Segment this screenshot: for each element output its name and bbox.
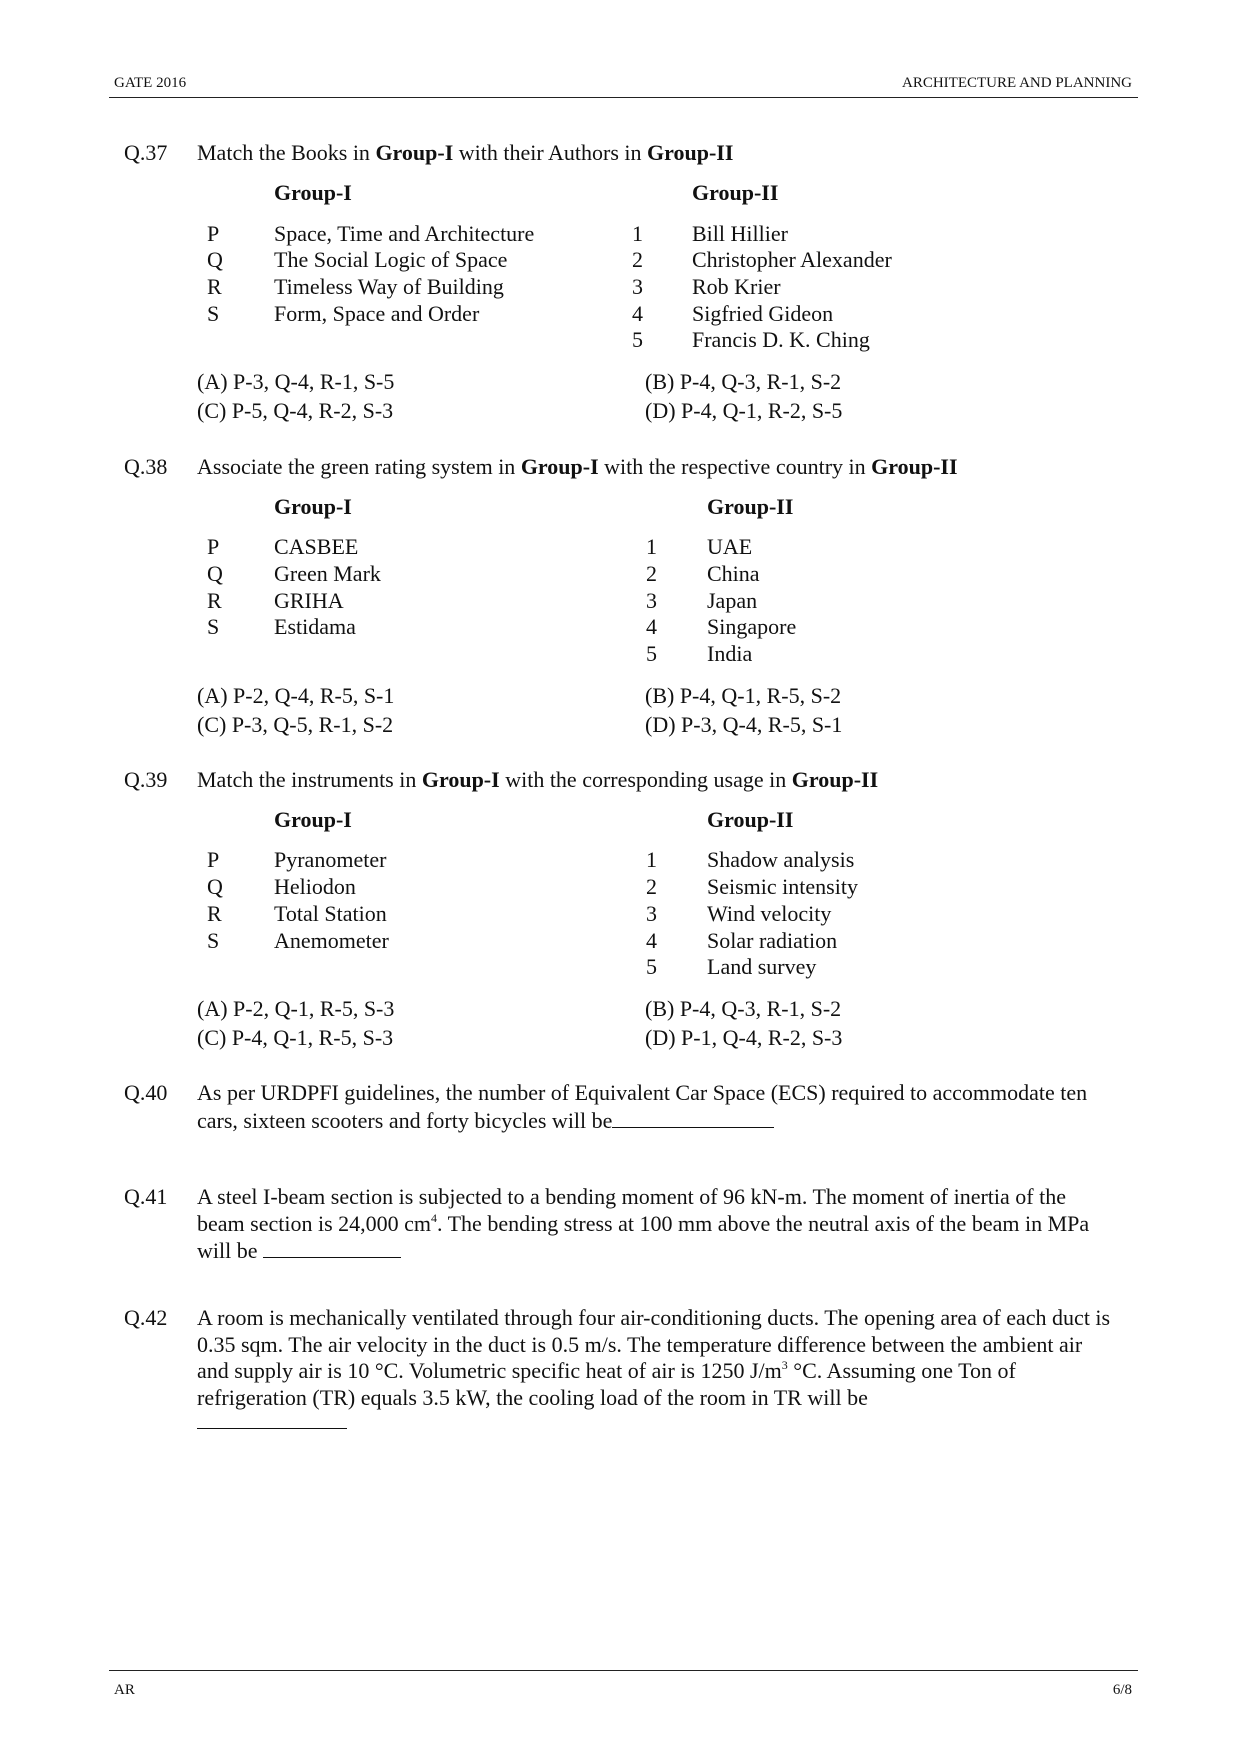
list-item-key: 1: [632, 221, 643, 246]
list-item-key: 1: [646, 534, 657, 559]
list-item: Anemometer: [274, 928, 389, 953]
answer-option-c[interactable]: (C) P-4, Q-1, R-5, S-3: [197, 1025, 394, 1050]
list-item-key: 1: [646, 847, 657, 872]
question-text: A room is mechanically ventilated through four air-conditioning ducts. The opening area of each duct is 0.35 sqm. The air velocity in the duct is 0.5 m/s. The temperature difference between the ambient air and supply air is 10 °C. Volumetric specific heat of air is 1250 $J/m^3$ °C. Assuming one Ton of refrigeration (TR) equals 3.5 kW, the cooling load of the room in TR will be: [197, 1305, 1111, 1410]
list-item: Shadow analysis: [707, 847, 855, 872]
question-number: Q.42: [124, 1305, 168, 1330]
list-item: China: [707, 561, 760, 586]
paper-subject: ARCHITECTURE AND PLANNING: [902, 75, 1132, 91]
list-item: Francis D. K. Ching: [692, 327, 870, 352]
list-item: Singapore: [707, 614, 797, 639]
list-item: Green Mark: [274, 561, 381, 586]
question-text: As per URDPFI guidelines, the number of Equivalent Car Space (ECS) required to accommodate ten cars, sixteen scooters and forty bicycles will be: [197, 1080, 1088, 1133]
answer-option-a[interactable]: (A) P-2, Q-4, R-5, S-1: [197, 683, 395, 708]
list-item: Solar radiation: [707, 928, 838, 953]
list-item-key: 4: [646, 928, 657, 953]
question-number: Q.38: [124, 454, 168, 479]
group-1-heading: Group-I: [274, 180, 352, 205]
list-item-key: 3: [646, 901, 657, 926]
answer-option-d[interactable]: (D) P-4, Q-1, R-2, S-5: [645, 398, 843, 423]
list-item: Japan: [707, 588, 758, 613]
list-item: CASBEE: [274, 534, 359, 559]
list-item-key: R: [207, 901, 222, 926]
list-item: Space, Time and Architecture: [274, 221, 535, 246]
answer-option-b[interactable]: (B) P-4, Q-3, R-1, S-2: [645, 996, 842, 1021]
answer-option-b[interactable]: (B) P-4, Q-3, R-1, S-2: [645, 369, 842, 394]
list-item: The Social Logic of Space: [274, 247, 508, 272]
question-text: A steel I-beam section is subjected to a bending moment of 96 kN-m. The moment of inertia of the beam section is 24,000 $cm^4$. The bending stress at 100 mm above the neutral axis of the beam in MPa will be: [197, 1184, 1101, 1263]
question-stem: Match the Books in Group-I with their Authors in Group-II: [197, 140, 734, 165]
list-item-key: S: [207, 928, 220, 953]
answer-option-d[interactable]: (D) P-3, Q-4, R-5, S-1: [645, 712, 843, 737]
page-header: [109, 75, 1138, 98]
list-item: Land survey: [707, 954, 817, 979]
question-number: Q.40: [124, 1080, 168, 1105]
question-stem: Match the instruments in Group-I with the corresponding usage in Group-II: [197, 767, 879, 792]
question-number: Q.41: [124, 1184, 168, 1209]
answer-option-a[interactable]: (A) P-2, Q-1, R-5, S-3: [197, 996, 395, 1021]
paper-code: AR: [114, 1682, 135, 1698]
list-item-key: Q: [207, 561, 223, 586]
list-item-key: Q: [207, 874, 223, 899]
list-item: Pyranometer: [274, 847, 387, 872]
list-item: Form, Space and Order: [274, 301, 480, 326]
list-item-key: 5: [646, 954, 657, 979]
list-item-key: 4: [646, 614, 657, 639]
list-item: Bill Hillier: [692, 221, 788, 246]
list-item-key: S: [207, 614, 220, 639]
list-item-key: 4: [632, 301, 643, 326]
list-item-key: 3: [646, 588, 657, 613]
list-item: Rob Krier: [692, 274, 781, 299]
list-item: Timeless Way of Building: [274, 274, 504, 299]
list-item: UAE: [707, 534, 753, 559]
list-item: Estidama: [274, 614, 356, 639]
question-stem: Associate the green rating system in Group-I with the respective country in Group-II: [197, 454, 958, 479]
list-item: Christopher Alexander: [692, 247, 892, 272]
answer-blank[interactable]: [263, 1237, 401, 1258]
answer-option-d[interactable]: (D) P-1, Q-4, R-2, S-3: [645, 1025, 843, 1050]
list-item-key: R: [207, 588, 222, 613]
list-item-key: 3: [632, 274, 643, 299]
answer-option-c[interactable]: (C) P-3, Q-5, R-1, S-2: [197, 712, 394, 737]
exam-title: GATE 2016: [114, 75, 187, 91]
list-item-key: 2: [646, 561, 657, 586]
list-item: Seismic intensity: [707, 874, 858, 899]
group-1-heading: Group-I: [274, 807, 352, 832]
list-item: Sigfried Gideon: [692, 301, 834, 326]
question-number: Q.39: [124, 767, 168, 792]
question-number: Q.37: [124, 140, 168, 165]
group-2-heading: Group-II: [692, 180, 779, 205]
answer-option-a[interactable]: (A) P-3, Q-4, R-1, S-5: [197, 369, 395, 394]
answer-blank[interactable]: [197, 1408, 347, 1429]
list-item-key: 5: [646, 641, 657, 666]
list-item: Heliodon: [274, 874, 356, 899]
list-item: India: [707, 641, 753, 666]
list-item-key: 5: [632, 327, 643, 352]
list-item-key: P: [207, 847, 220, 872]
answer-option-b[interactable]: (B) P-4, Q-1, R-5, S-2: [645, 683, 842, 708]
list-item-key: 2: [632, 247, 643, 272]
list-item: Total Station: [274, 901, 387, 926]
list-item-key: Q: [207, 247, 223, 272]
list-item-key: 2: [646, 874, 657, 899]
page-footer: [109, 1670, 1138, 1701]
group-1-heading: Group-I: [274, 494, 352, 519]
answer-option-c[interactable]: (C) P-5, Q-4, R-2, S-3: [197, 398, 394, 423]
group-2-heading: Group-II: [707, 494, 794, 519]
list-item-key: R: [207, 274, 222, 299]
page-number: 6/8: [1112, 1682, 1132, 1698]
list-item: Wind velocity: [707, 901, 832, 926]
list-item-key: P: [207, 534, 220, 559]
list-item: GRIHA: [274, 588, 344, 613]
answer-blank[interactable]: [612, 1107, 774, 1128]
group-2-heading: Group-II: [707, 807, 794, 832]
list-item-key: P: [207, 221, 220, 246]
list-item-key: S: [207, 301, 220, 326]
